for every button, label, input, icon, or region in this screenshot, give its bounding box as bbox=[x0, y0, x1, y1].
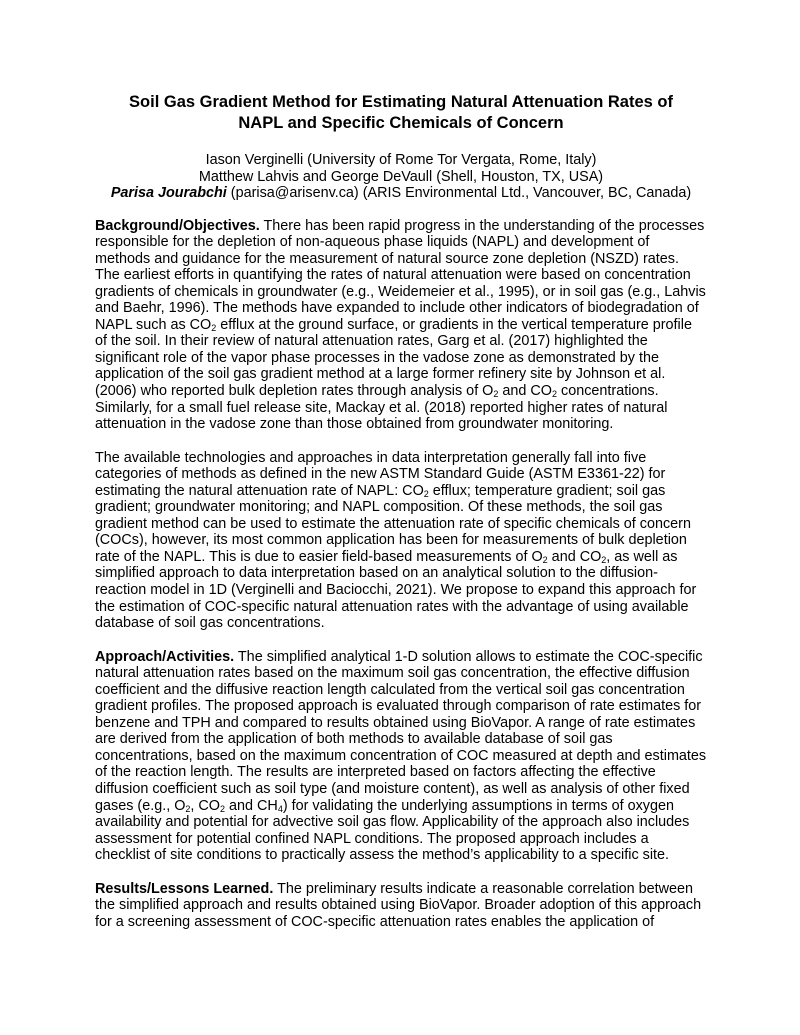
presenting-author-name: Parisa Jourabchi bbox=[110, 185, 227, 201]
paper-title bbox=[95, 92, 707, 134]
document-page bbox=[95, 92, 707, 930]
methods-paragraph: The available technologies and approaches in data interpretation generally fall into five categories of methods as defined in the new ASTM Standard Guide (ASTM E3361-22) for estimating the natural attenuation rate of NAPL: $CO_2$ efflux; temperature gradient; soil gas gradient; groundwater monitoring; and NAPL composition. Of these methods, the soil gas gradient method can be used to estimate the attenuation rate of specific chemicals of concern (COCs), however, its most common application has been for measurements of bulk depletion rate of the NAPL. This is due to easier field-based measurements of $O_2$ and $CO_2$, as well as simplified approach to data interpretation based on an analytical solution to the diffusion-reaction model in 1D (Verginelli and Baciocchi, 2021). We propose to expand this approach for the estimation of COC-specific natural attenuation rates with the advantage of using available database of soil gas concentrations. bbox=[95, 449, 697, 632]
title-line-2: NAPL and Specific Chemicals of Concern bbox=[238, 114, 564, 132]
results-heading: Results/Lessons Learned. bbox=[95, 880, 274, 897]
author-2: Matthew Lahvis and George DeVaull (Shell, Houston, TX, USA) bbox=[198, 168, 604, 185]
approach-heading: Approach/Activities. bbox=[95, 648, 235, 665]
results-paragraph: Results/Lessons Learned. The preliminary results indicate a reasonable correlation between the simplified approach and results obtained using BioVapor. Broader adoption of this approach for a screening assessment of COC-specific attenuation rates enables the application of bbox=[95, 880, 702, 930]
author-1: Iason Verginelli (University of Rome Tor Vergata, Rome, Italy) bbox=[205, 152, 597, 168]
author-list bbox=[95, 152, 707, 202]
approach-paragraph: Approach/Activities. The simplified analytical 1-D solution allows to estimate the COC-specific natural attenuation rates based on the maximum soil gas concentration, the effective diffusion coefficient and the diffusive reaction length calculated from the vertical soil gas concentration gradient profiles. The proposed approach is evaluated through comparison of rate estimates for benzene and TPH and compared to results obtained using BioVapor. A range of rate estimates are derived from the application of both methods to available database of soil gas concentrations, based on the maximum concentration of COC measured at depth and estimates of the reaction length. The results are interpreted based on factors affecting the effective diffusion coefficient such as soil type (and moisture content), as well as analysis of other fixed gases (e.g., $O_2$, $CO_2$ and $CH_4$) for validating the underlying assumptions in terms of oxygen availability and potential for advective soil gas flow. Applicability of the approach also includes assessment for potential confined NAPL conditions. The proposed approach includes a checklist of site conditions to practically assess the method’s applicability to a specific site. bbox=[95, 648, 707, 864]
background-heading: Background/Objectives. bbox=[95, 217, 260, 234]
title-line-1: Soil Gas Gradient Method for Estimating Natural Attenuation Rates of bbox=[129, 93, 673, 111]
presenting-author-affiliation: (parisa@arisenv.ca) (ARIS Environmental Ltd., Vancouver, BC, Canada) bbox=[226, 185, 692, 201]
background-paragraph: Background/Objectives. There has been rapid progress in the understanding of the processes responsible for the depletion of non-aqueous phase liquids (NAPL) and development of methods and guidance for the measurement of natural source zone depletion (NSZD) rates. The earliest efforts in quantifying the rates of natural attenuation were based on concentration gradients of chemicals in groundwater (e.g., Weidemeier et al., 1995), or in soil gas (e.g., Lahvis and Baehr, 1996). The methods have expanded to include other indicators of biodegradation of NAPL such as $CO_2$ efflux at the ground surface, or gradients in the vertical temperature profile of the soil. In their review of natural attenuation rates, Garg et al. (2017) highlighted the significant role of the vapor phase processes in the vadose zone as demonstrated by the application of the soil gas gradient method at a large former refinery site by Johnson et al. (2006) who reported bulk depletion rates through analysis of $O_2$ and $CO_2$ concentrations. Similarly, for a small fuel release site, Mackay et al. (2018) reported higher rates of natural attenuation in the vadose zone than those obtained from groundwater monitoring. bbox=[95, 217, 706, 433]
